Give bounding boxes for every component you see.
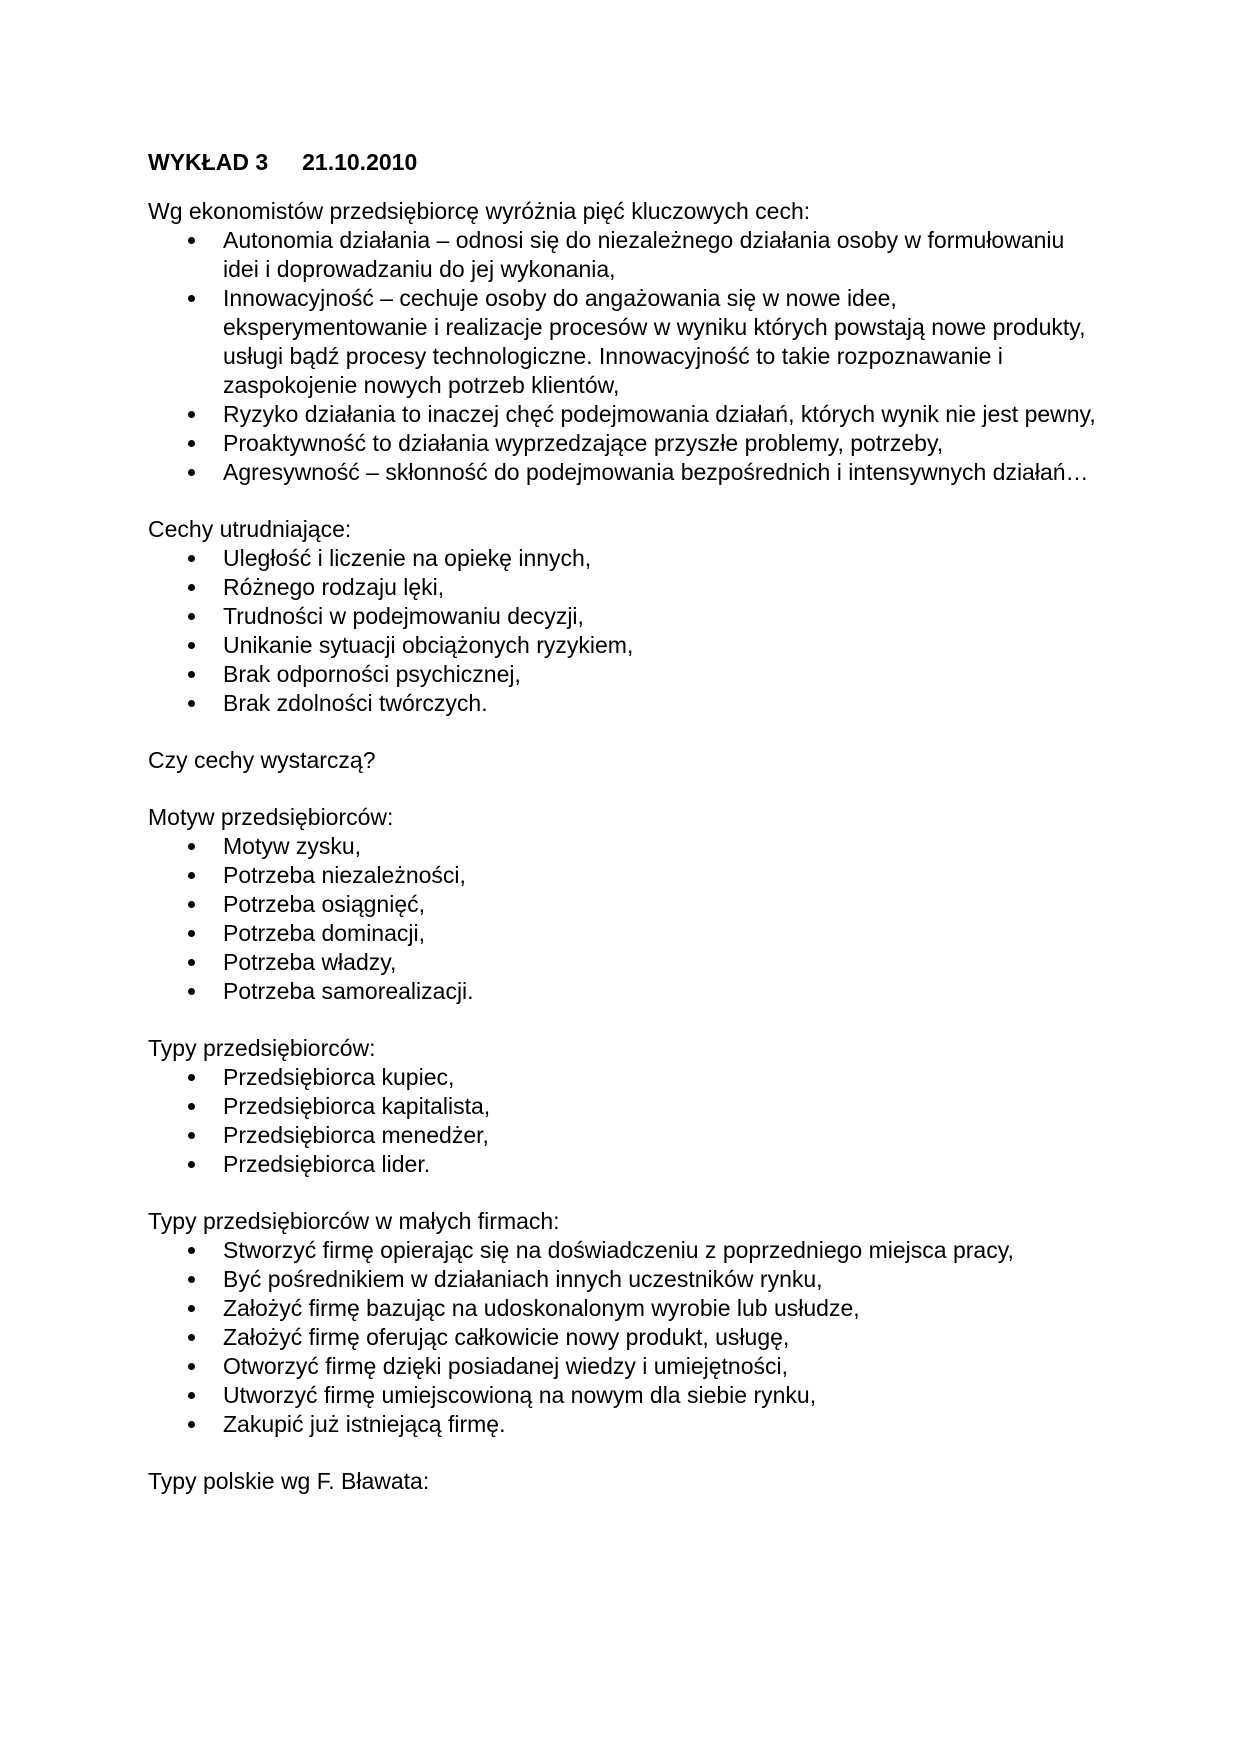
- list-item: [148, 284, 1098, 400]
- list-item-text: Motyw zysku,: [223, 833, 362, 859]
- list-item: [148, 458, 1098, 487]
- bullet-icon: [188, 555, 195, 562]
- section-small-firm-types: [148, 1207, 1098, 1439]
- list-item: [148, 660, 1098, 689]
- section-question: [148, 746, 1098, 775]
- list-item-text: Trudności w podejmowaniu decyzji,: [223, 603, 584, 629]
- bullet-icon: [188, 642, 195, 649]
- bullet-icon: [188, 295, 195, 302]
- section-key-traits: [148, 197, 1098, 487]
- lecture-title: WYKŁAD 3: [148, 149, 269, 175]
- list-item-text: Innowacyjność – cechuje osoby do angażowania się w nowe idee, eksperymentowanie i realizacje procesów w wyniku których powstają nowe produkty, usługi bądź procesy technologiczne. Innowacyjność to takie rozpoznawanie i zaspokojenie nowych potrzeb klientów,: [223, 285, 1086, 398]
- list-item-text: Potrzeba władzy,: [223, 949, 397, 975]
- list-item: [148, 1121, 1098, 1150]
- lecture-date: 21.10.2010: [302, 149, 418, 175]
- list-item: [148, 602, 1098, 631]
- bullet-list: [148, 1236, 1098, 1439]
- list-item-text: Utworzyć firmę umiejscowioną na nowym dla siebie rynku,: [223, 1382, 817, 1408]
- section-title: Typy przedsiębiorców w małych firmach:: [148, 1208, 560, 1234]
- list-item: [148, 226, 1098, 284]
- bullet-icon: [188, 700, 195, 707]
- bullet-icon: [188, 469, 195, 476]
- bullet-list: [148, 226, 1098, 487]
- list-item: [148, 1150, 1098, 1179]
- bullet-icon: [188, 959, 195, 966]
- list-item: [148, 1381, 1098, 1410]
- bullet-icon: [188, 1276, 195, 1283]
- list-item-text: Agresywność – skłonność do podejmowania bezpośrednich i intensywnych działań…: [223, 459, 1089, 485]
- bullet-list: [148, 1063, 1098, 1179]
- list-item-text: Ryzyko działania to inaczej chęć podejmowania działań, których wynik nie jest pewny,: [223, 401, 1096, 427]
- list-item-text: Założyć firmę bazując na udoskonalonym wyrobie lub usłudze,: [223, 1295, 860, 1321]
- bullet-list: [148, 832, 1098, 1006]
- bullet-icon: [188, 930, 195, 937]
- section-title: Czy cechy wystarczą?: [148, 747, 376, 773]
- list-item-text: Potrzeba samorealizacji.: [223, 978, 474, 1004]
- bullet-icon: [188, 584, 195, 591]
- list-item: [148, 1265, 1098, 1294]
- list-item-text: Zakupić już istniejącą firmę.: [223, 1411, 506, 1437]
- bullet-icon: [188, 440, 195, 447]
- lecture-heading: [148, 148, 1098, 177]
- bullet-icon: [188, 872, 195, 879]
- bullet-icon: [188, 1334, 195, 1341]
- bullet-icon: [188, 988, 195, 995]
- list-item: [148, 1236, 1098, 1265]
- list-item-text: Być pośrednikiem w działaniach innych uczestników rynku,: [223, 1266, 823, 1292]
- bullet-icon: [188, 1305, 195, 1312]
- list-item: [148, 1063, 1098, 1092]
- list-item-text: Uległość i liczenie na opiekę innych,: [223, 545, 592, 571]
- bullet-icon: [188, 1392, 195, 1399]
- list-item-text: Brak odporności psychicznej,: [223, 661, 521, 687]
- bullet-list: [148, 544, 1098, 718]
- section-entrepreneur-types: [148, 1034, 1098, 1179]
- list-item: [148, 689, 1098, 718]
- list-item-text: Różnego rodzaju lęki,: [223, 574, 445, 600]
- section-title: Motyw przedsiębiorców:: [148, 804, 394, 830]
- list-item-text: Autonomia działania – odnosi się do niezależnego działania osoby w formułowaniu idei i doprowadzaniu do jej wykonania,: [223, 227, 1065, 282]
- bullet-icon: [188, 901, 195, 908]
- list-item: [148, 832, 1098, 861]
- list-item: [148, 631, 1098, 660]
- section-title: Cechy utrudniające:: [148, 516, 352, 542]
- list-item-text: Przedsiębiorca lider.: [223, 1151, 431, 1177]
- bullet-icon: [188, 1363, 195, 1370]
- section-hindering-traits: [148, 515, 1098, 718]
- list-item-text: Potrzeba osiągnięć,: [223, 891, 426, 917]
- list-item: [148, 1323, 1098, 1352]
- list-item: [148, 1352, 1098, 1381]
- list-item: [148, 1294, 1098, 1323]
- bullet-icon: [188, 1074, 195, 1081]
- list-item-text: Przedsiębiorca kupiec,: [223, 1064, 455, 1090]
- list-item: [148, 948, 1098, 977]
- bullet-icon: [188, 613, 195, 620]
- list-item-text: Przedsiębiorca kapitalista,: [223, 1093, 491, 1119]
- list-item: [148, 429, 1098, 458]
- list-item-text: Stworzyć firmę opierając się na doświadczeniu z poprzedniego miejsca pracy,: [223, 1237, 1014, 1263]
- list-item-text: Brak zdolności twórczych.: [223, 690, 488, 716]
- bullet-icon: [188, 1421, 195, 1428]
- list-item-text: Założyć firmę oferując całkowicie nowy produkt, usługę,: [223, 1324, 790, 1350]
- section-motives: [148, 803, 1098, 1006]
- list-item: [148, 890, 1098, 919]
- list-item: [148, 544, 1098, 573]
- list-item-text: Potrzeba dominacji,: [223, 920, 425, 946]
- bullet-icon: [188, 1161, 195, 1168]
- list-item-text: Przedsiębiorca menedżer,: [223, 1122, 489, 1148]
- bullet-icon: [188, 237, 195, 244]
- section-title: Typy polskie wg F. Bławata:: [148, 1468, 430, 1494]
- bullet-icon: [188, 1247, 195, 1254]
- list-item-text: Unikanie sytuacji obciążonych ryzykiem,: [223, 632, 634, 658]
- list-item: [148, 861, 1098, 890]
- section-polish-types: [148, 1467, 1098, 1496]
- list-item: [148, 977, 1098, 1006]
- bullet-icon: [188, 1132, 195, 1139]
- bullet-icon: [188, 1103, 195, 1110]
- section-title: Typy przedsiębiorców:: [148, 1035, 376, 1061]
- list-item: [148, 919, 1098, 948]
- document-page: [148, 148, 1098, 1524]
- list-item: [148, 1410, 1098, 1439]
- list-item: [148, 1092, 1098, 1121]
- section-title: Wg ekonomistów przedsiębiorcę wyróżnia pięć kluczowych cech:: [148, 198, 811, 224]
- bullet-icon: [188, 671, 195, 678]
- list-item-text: Otworzyć firmę dzięki posiadanej wiedzy i umiejętności,: [223, 1353, 788, 1379]
- list-item: [148, 400, 1098, 429]
- list-item: [148, 573, 1098, 602]
- bullet-icon: [188, 411, 195, 418]
- list-item-text: Proaktywność to działania wyprzedzające przyszłe problemy, potrzeby,: [223, 430, 944, 456]
- list-item-text: Potrzeba niezależności,: [223, 862, 466, 888]
- bullet-icon: [188, 843, 195, 850]
